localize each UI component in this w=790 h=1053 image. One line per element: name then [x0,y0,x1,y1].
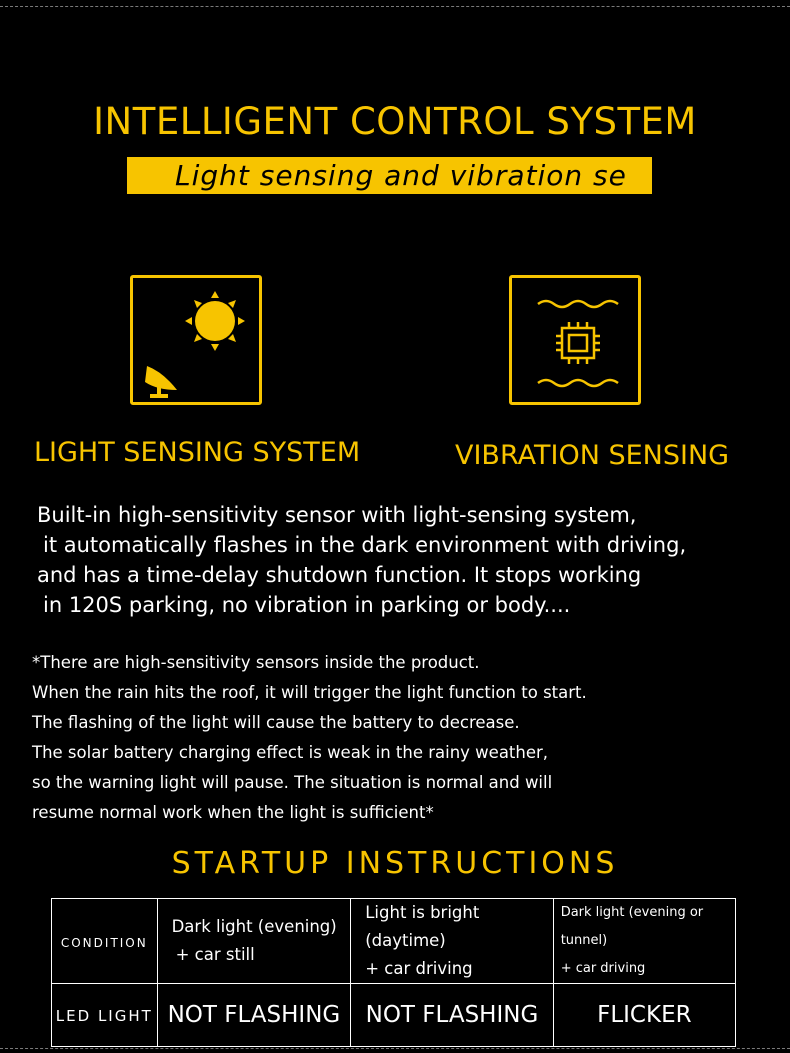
startup-table [51,898,736,1047]
note-line: resume normal work when the light is sufficient* [32,803,434,822]
description-line: it automatically flashes in the dark environment with driving, [43,533,687,557]
description-line: Built-in high-sensitivity sensor with light-sensing system, [37,503,637,527]
condition-column-3 [553,899,735,984]
note-line: so the warning light will pause. The situation is normal and will [32,773,553,792]
note-line: The flashing of the light will cause the battery to decrease. [32,713,520,732]
condition-line-2: + car driving [365,959,473,978]
top-dashed-divider [0,6,790,7]
note-line: When the rain hits the roof, it will trigger the light function to start. [32,683,587,702]
condition-header: CONDITION [60,935,148,950]
led-light-label: LED LIGHT [55,1006,153,1025]
subtitle-text: Light sensing and vibration se [175,159,627,192]
description-paragraph [0,500,790,620]
notes-paragraph [32,648,772,828]
subtitle-banner [127,157,652,194]
table-cell: NOT FLASHING [157,984,351,1047]
condition-column-2 [351,899,553,984]
table-cell: FLICKER [553,984,735,1047]
note-line: *There are high-sensitivity sensors inside the product. [32,653,480,672]
bottom-dashed-divider [0,1048,790,1049]
condition-line-1: Light is bright (daytime) [365,903,480,950]
condition-line-2: + car driving [560,961,646,976]
condition-line-2: + car still [175,945,255,964]
condition-header-cell [52,899,158,984]
condition-column-1 [157,899,351,984]
table-header-row [52,899,736,984]
page-title: INTELLIGENT CONTROL SYSTEM [93,100,697,143]
led-light-label-cell [52,984,158,1047]
vibration-sensing-label: VIBRATION SENSING [455,440,730,471]
table-cell: NOT FLASHING [351,984,553,1047]
condition-line-1: Dark light (evening or tunnel) [560,905,704,948]
condition-line-1: Dark light (evening) [171,917,337,936]
table-row [52,984,736,1047]
vibration-chip-icon [509,275,641,405]
note-line: The solar battery charging effect is weak in the rainy weather, [32,743,549,762]
startup-instructions-title: STARTUP INSTRUCTIONS [171,846,619,881]
sun-and-solar-panel-icon [130,275,262,405]
description-line: and has a time-delay shutdown function. It stops working [37,563,642,587]
description-line: in 120S parking, no vibration in parking or body.... [43,593,571,617]
light-sensing-label: LIGHT SENSING SYSTEM [34,437,361,468]
